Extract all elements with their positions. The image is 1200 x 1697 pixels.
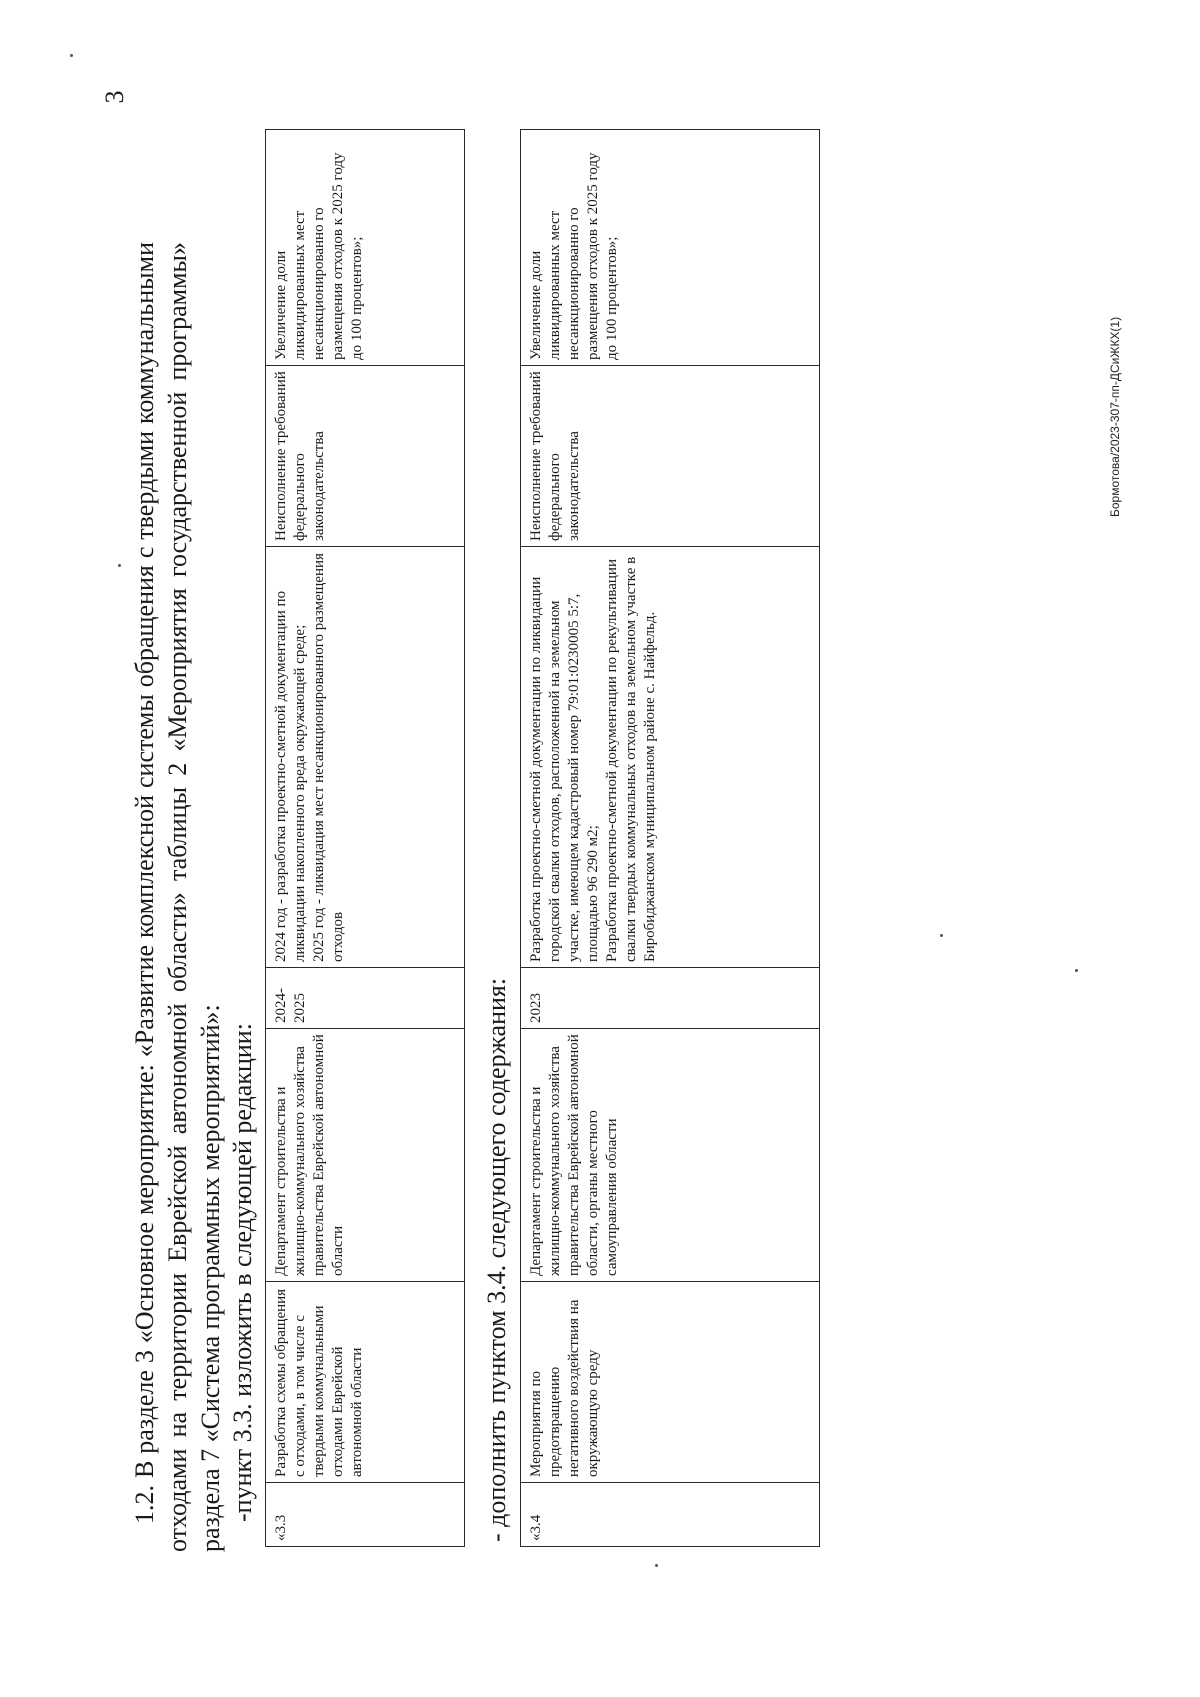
- cell-result: Увеличение доли ликвидированных мест несанкционированно го размещения отходов к 2025 году до 100 процентов»;: [521, 130, 820, 366]
- table-item-3-4: [520, 129, 820, 1547]
- cell-result: Увеличение доли ликвидированных мест несанкционированно го размещения отходов к 2025 году до 100 процентов»;: [266, 130, 465, 366]
- cell-executor: Департамент строительства и жилищно-коммунального хозяйства правительства Еврейской автономной области: [266, 1029, 465, 1282]
- intro-item-number: 1.2.: [130, 1485, 159, 1524]
- table-item-3-3: [265, 129, 465, 1547]
- cell-number: «3.3: [266, 1483, 465, 1547]
- cell-number: «3.4: [521, 1483, 820, 1547]
- table-row: [521, 130, 820, 1547]
- page-number: 3: [100, 90, 129, 104]
- cell-risk: Неисполнение требований федерального законодательства: [521, 366, 820, 547]
- cell-term: 2023: [521, 968, 820, 1029]
- cell-risk: Неисполнение требований федерального законодательства: [266, 366, 465, 547]
- cell-measure-name: Мероприятия по предотвращению негативного воздействия на окружающую среду: [521, 1282, 820, 1483]
- cell-measure-name: Разработка схемы обращения с отходами, в том числе с твердыми коммунальными отходами Еврейской автономной области: [266, 1282, 465, 1483]
- scan-speck: [1075, 969, 1078, 972]
- scan-speck: [70, 54, 73, 57]
- cell-description: 2024 год - разработка проектно-сметной документации по ликвидации накопленного вреда окружающей среде; 2025 год - ликвидация мест несанкционированного размещения отходов: [266, 547, 465, 968]
- intro-text: В разделе 3 «Основное мероприятие: «Развитие комплексной системы обращения с твердыми коммунальными отходами на территории Еврейской автономной области» таблицы 2 «Мероприятия государственной программы» раздела 7 «Система программных мероприятий»:: [130, 242, 225, 1552]
- document-code-footer: Бормотова/2023-307-пп-ДСиЖКХ(1): [1108, 316, 1122, 517]
- cell-term: 2024-2025: [266, 968, 465, 1029]
- cell-description: Разработка проектно-сметной документации по ликвидации городской свалки отходов, расположенной на земельном участке, имеющем кадастровый номер 79:01:0230005 5:7, площадью 96 290 м2; Разработка проектно-сметной документации по рекультивации свалки твердых коммунальных отходов на земельном участке в Биробиджанском муниципальном районе с. Найфельд.: [521, 547, 820, 968]
- table-row: [266, 130, 465, 1547]
- scan-speck: [655, 1564, 658, 1567]
- sub-item-3-3-heading: -пункт 3.3. изложить в следующей редакции:: [228, 1023, 257, 1522]
- intro-paragraph: [128, 242, 227, 1552]
- cell-executor: Департамент строительства и жилищно-коммунального хозяйства правительства Еврейской автономной области, органы местного самоуправления области: [521, 1029, 820, 1282]
- scan-speck: [940, 934, 943, 937]
- sub-item-3-4-heading: - дополнить пунктом 3.4. следующего содержания:: [482, 977, 511, 1542]
- scan-speck: [118, 564, 121, 567]
